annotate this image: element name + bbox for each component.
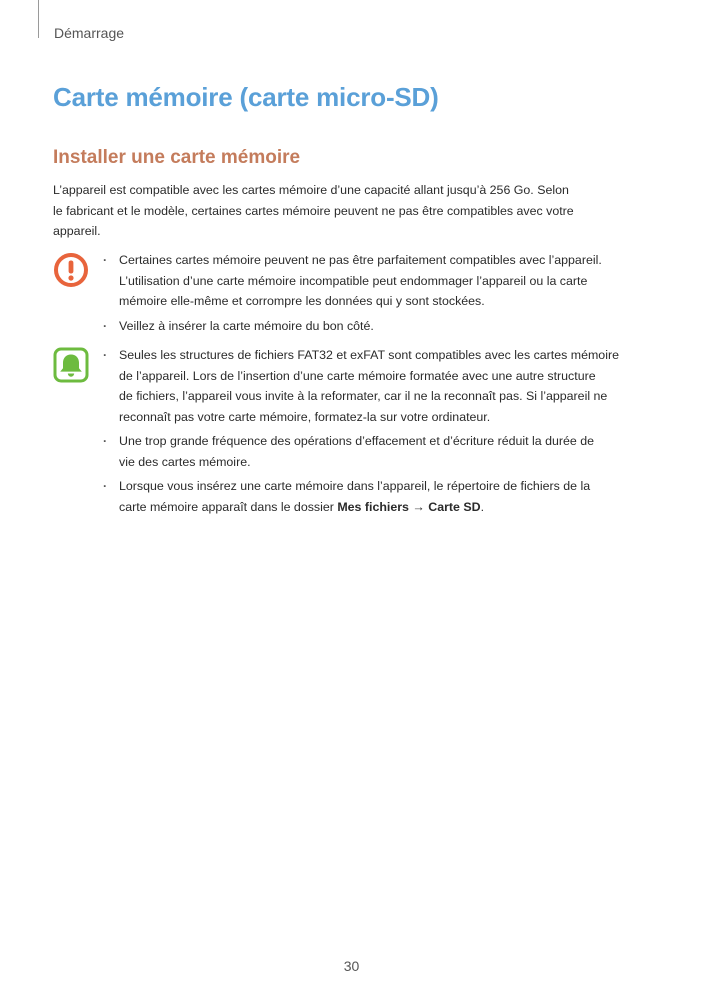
subfolder-name: Carte SD [428, 499, 481, 514]
bell-notice-icon [53, 347, 89, 383]
intro-line: le fabricant et le modèle, certaines cartes mémoire peuvent ne pas être compatibles avec votre [53, 203, 574, 218]
list-item [103, 345, 653, 427]
intro-line: L’appareil est compatible avec les cartes mémoire d’une capacité allant jusqu’à 256 Go. Selon [53, 183, 569, 197]
section-subtitle: Installer une carte mémoire [53, 147, 301, 168]
list-item-line: de l’appareil. Lors de l’insertion d’une carte mémoire formatée avec une autre structure [119, 368, 596, 383]
list-item-line: · Lorsque vous insérez une carte mémoire dans l’appareil, le répertoire de fichiers de la [119, 479, 591, 493]
list-item-line: · Seules les structures de fichiers FAT32 et exFAT sont compatibles avec les cartes mémoire [119, 348, 619, 362]
page-title: Carte mémoire (carte micro-SD) [53, 82, 439, 112]
warning-icon [53, 252, 89, 288]
list-item-line [119, 497, 653, 518]
list-item-line: reconnaît pas votre carte mémoire, formatez-la sur votre ordinateur. [119, 409, 491, 424]
list-item-line: · Certaines cartes mémoire peuvent ne pas être parfaitement compatibles avec l’appareil. [119, 253, 602, 267]
list-item-line: de fichiers, l’appareil vous invite à la reformater, car il ne la reconnaît pas. Si l’appareil ne [119, 389, 608, 403]
list-item [103, 250, 653, 312]
list-item [103, 431, 653, 472]
path-prefix: carte mémoire apparaît dans le dossier [119, 499, 338, 514]
list-item-line: L’utilisation d’une carte mémoire incompatible peut endommager l’appareil ou la carte [119, 273, 588, 288]
list-item-line: · Veillez à insérer la carte mémoire du bon côté. [119, 318, 374, 333]
intro-paragraph [53, 180, 643, 242]
path-arrow: → [412, 499, 425, 514]
list-item [103, 316, 653, 337]
warning-list [103, 250, 653, 340]
header-rule [38, 0, 39, 38]
list-item-line: vie des cartes mémoire. [119, 454, 251, 469]
list-item-line: mémoire elle-même et corrompre les données qui y sont stockées. [119, 294, 485, 308]
section-label: Démarrage [54, 25, 125, 41]
folder-name: Mes fichiers [337, 499, 409, 514]
intro-line: appareil. [53, 224, 101, 238]
notice-list [103, 345, 653, 521]
list-item [103, 476, 653, 517]
list-item-line: · Une trop grande fréquence des opérations d’effacement et d’écriture réduit la durée de [119, 434, 595, 448]
page-number: 30 [343, 958, 360, 974]
path-suffix: . [480, 499, 485, 514]
